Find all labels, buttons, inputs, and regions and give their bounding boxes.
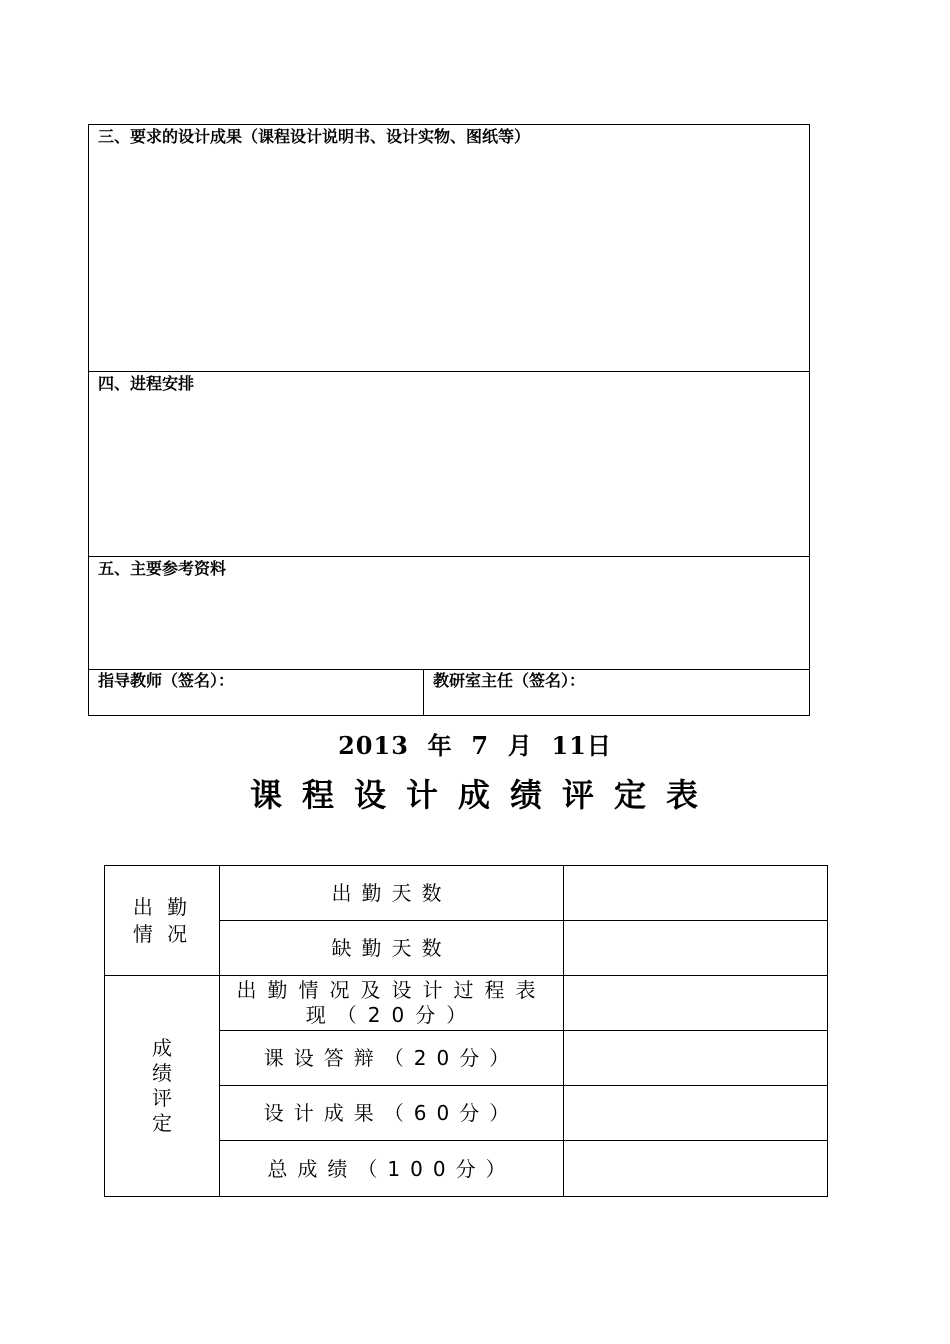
section5-label: 五、主要参考资料 xyxy=(98,559,227,578)
date-month: 7 xyxy=(471,731,490,760)
section-divider xyxy=(88,556,810,557)
date-year: 2013 xyxy=(338,731,409,760)
grade-group-cell xyxy=(105,976,219,1196)
attendance-group-label: 出 勤 情 况 xyxy=(132,894,192,946)
attendance-days-value[interactable] xyxy=(564,866,827,920)
section-divider xyxy=(88,669,810,670)
grade-form-title: 课程设计成绩评定表 xyxy=(249,776,718,814)
signature-divider xyxy=(423,669,424,716)
total-score-label: 总成绩（100分） xyxy=(267,1156,516,1181)
defense-score-label: 课设答辩（20分） xyxy=(263,1046,520,1070)
grade-group-label: 成绩评定 xyxy=(152,1036,172,1135)
total-score-value[interactable] xyxy=(564,1141,827,1196)
date-day-unit: 日 xyxy=(586,731,612,760)
attendance-days-label: 出勤天数 xyxy=(331,881,452,905)
defense-score-value[interactable] xyxy=(564,1031,827,1085)
result-score-label: 设计成果（60分） xyxy=(263,1101,520,1125)
date-day: 11 xyxy=(551,731,587,760)
absence-days-label: 缺勤天数 xyxy=(331,936,452,960)
date-month-unit: 月 xyxy=(507,731,533,760)
section3-label: 三、要求的设计成果（课程设计说明书、设计实物、图纸等） xyxy=(98,127,531,146)
section3-content-area[interactable] xyxy=(90,150,808,370)
document-date xyxy=(0,726,950,761)
section4-label: 四、进程安排 xyxy=(98,374,195,393)
process-score-label: 出勤情况及设计过程表现（20分） xyxy=(236,978,547,1027)
section4-content-area[interactable] xyxy=(90,397,808,555)
process-score-value[interactable] xyxy=(564,976,827,1030)
section5-content-area[interactable] xyxy=(90,582,808,667)
advisor-signature-label: 指导教师（签名）： xyxy=(98,671,235,690)
date-year-unit: 年 xyxy=(427,731,453,760)
director-signature-label: 教研室主任（签名）： xyxy=(433,671,586,690)
section-divider xyxy=(88,371,810,372)
absence-days-value[interactable] xyxy=(564,921,827,975)
result-score-value[interactable] xyxy=(564,1086,827,1140)
